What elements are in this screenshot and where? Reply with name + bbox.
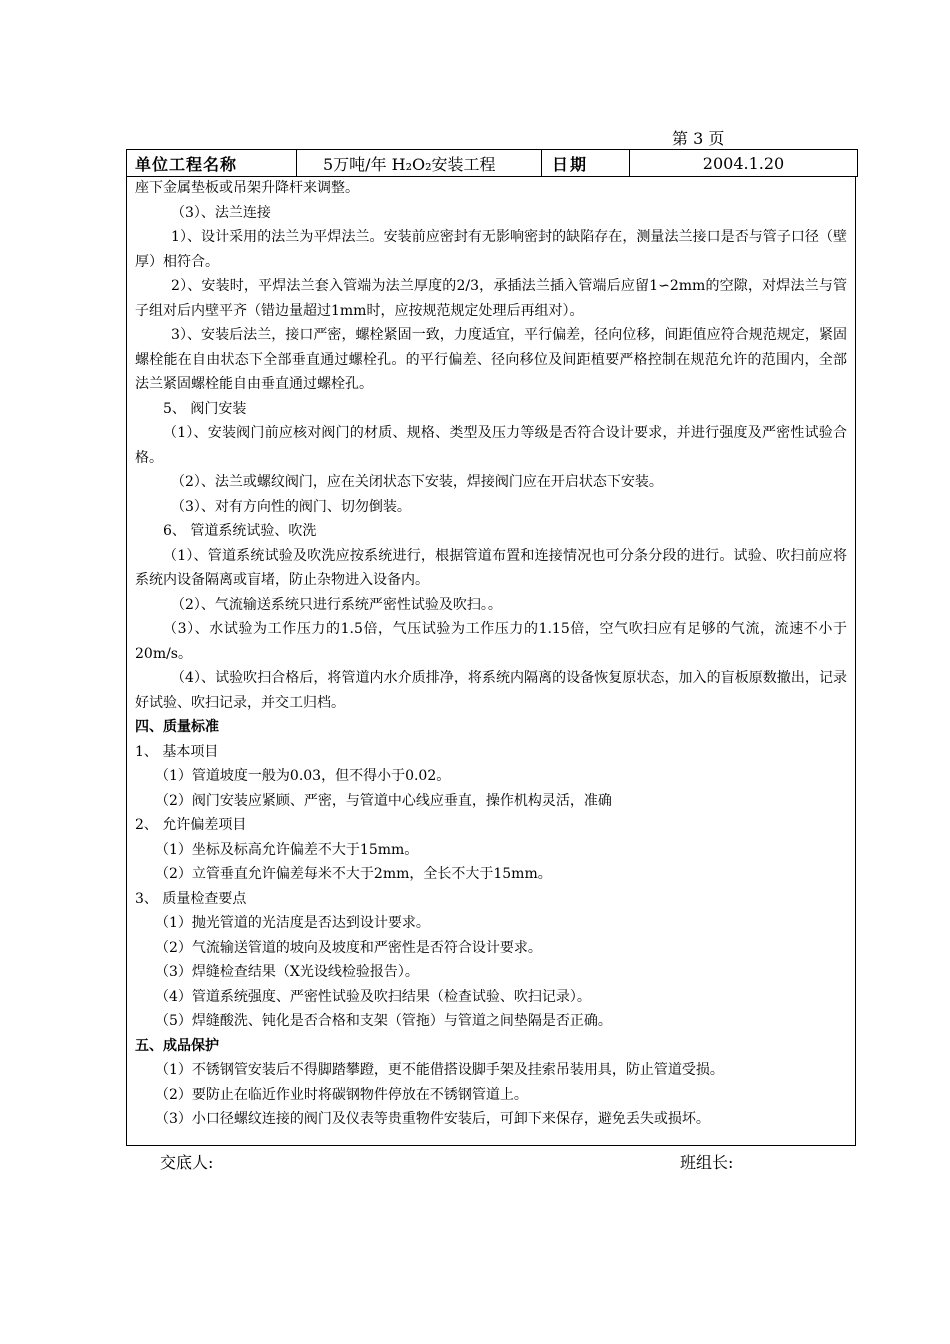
content-paragraph: （1）、管道系统试验及吹洗应按系统进行，根据管道布置和连接情况也可分条分段的进行。试验、吹扫前应将系统内设备隔离或盲堵，防止杂物进入设备内。 <box>135 547 847 588</box>
content-paragraph: （1）、安装阀门前应核对阀门的材质、规格、类型及压力等级是否符合设计要求，并进行强度及严密性试验合格。 <box>135 425 847 466</box>
content-paragraph: 2、 允许偏差项目 <box>135 817 247 833</box>
content-paragraph: （3）、法兰连接 <box>171 204 271 221</box>
content-body <box>126 176 856 1146</box>
project-label: 单位工程名称 <box>127 150 297 176</box>
content-paragraph: （5）焊缝酸洗、钝化是否合格和支架（管拖）与管道之间垫隔是否正确。 <box>155 1013 612 1029</box>
content-paragraph: （1）抛光管道的光洁度是否达到设计要求。 <box>155 915 430 931</box>
content-paragraph: （4）、试验吹扫合格后，将管道内水介质排净，将系统内隔离的设备恢复原状态，加入的盲板原数撤出，记录好试验、吹扫记录，并交工归档。 <box>135 670 847 711</box>
project-name: 5万吨/年 H₂O₂安装工程 <box>297 150 542 176</box>
content-paragraph: 6、 管道系统试验、吹洗 <box>163 523 317 539</box>
content-paragraph: （1）坐标及标高允许偏差不大于15mm。 <box>155 841 419 858</box>
section-heading: 四、质量标准 <box>135 719 219 735</box>
content-paragraph: （3）、水试验为工作压力的1.5倍，气压试验为工作压力的1.15倍，空气吹扫应有足够的气流，流速不小于20m/s。 <box>135 621 847 662</box>
handover-label: 交底人: <box>160 1153 214 1172</box>
content-paragraph: （3）、对有方向性的阀门、切勿倒装。 <box>171 498 411 515</box>
page-number: 第 3 页 <box>672 129 725 148</box>
content-paragraph: （2）要防止在临近作业时将碳钢物件停放在不锈钢管道上。 <box>155 1086 528 1103</box>
content-paragraph: （2）、气流输送系统只进行系统严密性试验及吹扫。。 <box>171 596 502 613</box>
content-paragraph: （4）管道系统强度、严密性试验及吹扫结果（检查试验、吹扫记录）。 <box>155 988 591 1005</box>
date-value: 2004.1.20 <box>702 153 785 173</box>
date-label: 日期 <box>542 150 630 176</box>
content-paragraph: （2）气流输送管道的坡向及坡度和严密性是否符合设计要求。 <box>155 939 542 956</box>
content-paragraph: （1）管道坡度一般为0.03，但不得小于0.02。 <box>155 768 451 784</box>
content-paragraph: 3）、安装后法兰，接口严密，螺栓紧固一致，力度适宜，平行偏差，径向位移，间距值应符合规范规定，紧固螺栓能在自由状态下全部垂直通过螺栓孔。的平行偏差、径向移位及间距植要严格控制在规范允许的范围内，全部法兰紧固螺栓能自由垂直通过螺栓孔。 <box>135 327 847 392</box>
content-paragraph: （2）、法兰或螺纹阀门，应在关闭状态下安装，焊接阀门应在开启状态下安装。 <box>171 474 663 490</box>
content-paragraph: 5、 阀门安装 <box>163 400 247 417</box>
section-heading: 五、成品保护 <box>135 1037 219 1054</box>
content-paragraph: （3）小口径螺纹连接的阀门及仪表等贵重物件安装后，可卸下来保存，避免丢失或损坏。 <box>155 1111 710 1127</box>
team-leader-label: 班组长: <box>680 1153 734 1172</box>
content-paragraph: （2）立管垂直允许偏差每米不大于2mm，全长不大于15mm。 <box>155 866 552 882</box>
content-paragraph: （2）阀门安装应紧顾、严密，与管道中心线应垂直，操作机构灵活，准确 <box>155 792 612 809</box>
content-paragraph: 2）、安装时，平焊法兰套入管端为法兰厚度的2/3，承插法兰插入管端后应留1∽2mm的空隙，对焊法兰与管子组对后内壁平齐（错边量超过1mm时，应按规范规定处理后再组对）。 <box>135 278 847 319</box>
content-paragraph: 3、 质量检查要点 <box>135 890 247 907</box>
content-paragraph: （3）焊缝检查结果（X光设线检验报告）。 <box>155 964 419 980</box>
content-paragraph: （1）不锈钢管安装后不得脚踏攀蹬，更不能借搭设脚手架及挂索吊装用具，防止管道受损。 <box>155 1062 724 1078</box>
content-paragraph: 座下金属垫板或吊架升降杆来调整。 <box>135 180 359 196</box>
header-table <box>126 149 858 177</box>
content-paragraph: 1、 基本项目 <box>135 743 219 760</box>
content-paragraph: 1）、设计采用的法兰为平焊法兰。安装前应密封有无影响密封的缺陷存在，测量法兰接口是否与管子口径（壁厚）相符合。 <box>135 229 847 270</box>
